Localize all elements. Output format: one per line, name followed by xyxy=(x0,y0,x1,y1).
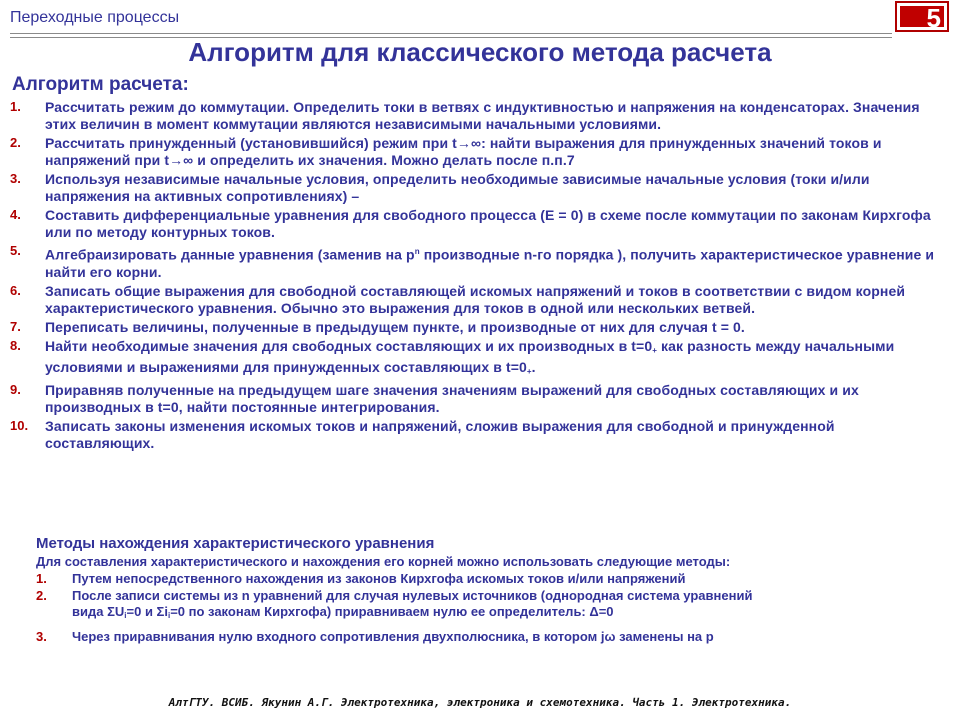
subscript: i xyxy=(124,611,127,620)
step-text: Записать законы изменения искомых токов и напряжений, сложив выражения для свободной и принужденной составляющих. xyxy=(45,417,835,451)
step-number: 8. xyxy=(10,337,21,353)
subscript: i xyxy=(167,611,171,620)
algorithm-heading: Алгоритм расчета: xyxy=(12,74,189,95)
algorithm-step xyxy=(10,319,940,336)
methods-intro: Для составления характеристического и нахождения его корней можно использовать следующие методы: xyxy=(36,554,731,569)
step-number: 3. xyxy=(10,171,21,186)
superscript: n xyxy=(414,247,420,256)
methods-heading: Методы нахождения характеристического уравнения xyxy=(36,535,435,552)
step-number: 6. xyxy=(10,282,21,298)
step-text-part: производные n-го порядка ), получить характеристическое уравнение и найти его корни. xyxy=(45,246,935,280)
step-number: 2. xyxy=(10,135,21,150)
step-text xyxy=(45,243,940,281)
algorithm-steps-list xyxy=(10,99,940,454)
step-number: 4. xyxy=(10,207,21,222)
subscript: + xyxy=(526,366,532,376)
algorithm-step xyxy=(10,418,940,452)
method-text: Через приравнивания нулю входного сопротивления двухполюсника, в котором jω заменены на p xyxy=(72,629,714,644)
method-item xyxy=(36,588,936,624)
footer-credits: АлтГТУ. ВСИБ. Якунин А.Г. Электротехника, электроника и схемотехника. Часть 1. Электротехника. xyxy=(168,696,792,709)
method-text: Путем непосредственного нахождения из законов Кирхгофа искомых токов и/или напряжений xyxy=(72,571,686,586)
algorithm-step xyxy=(10,382,940,416)
slide-number-badge xyxy=(895,1,949,32)
subscript: + xyxy=(652,345,657,355)
step-text: Записать общие выражения для свободной составляющей искомых напряжений и токов в соответствии с видом корней характеристического уравнения. Обычно это выражения для токов в одной или нескольких ветвей. xyxy=(45,282,906,316)
step-text: Составить дифференциальные уравнения для свободного процесса (E = 0) в схеме после коммутации по законам Кирхгофа или по методу контурных токов. xyxy=(45,207,931,240)
algorithm-step xyxy=(10,135,940,169)
method-text-line xyxy=(72,604,936,624)
slide-number: 5 xyxy=(900,6,944,27)
algorithm-step xyxy=(10,243,940,281)
step-number: 5. xyxy=(10,243,21,258)
step-text xyxy=(45,338,940,380)
algorithm-step xyxy=(10,207,940,241)
method-text xyxy=(72,588,936,624)
step-text: Переписать величины, полученные в предыдущем пункте, и производные от них для случая t = 0. xyxy=(45,318,745,335)
method-number: 1. xyxy=(36,571,47,586)
algorithm-step xyxy=(10,338,940,380)
methods-section xyxy=(36,535,936,645)
step-text: Рассчитать принужденный (установившийся) режим при t→∞: найти выражения для принужденных значений токов и напряжений при t→∞ и определить их значения. Можно делать после п.п.7 xyxy=(45,135,882,168)
step-number: 10. xyxy=(10,417,29,433)
algorithm-step xyxy=(10,99,940,133)
method-item xyxy=(36,629,936,645)
method-text-part: =0 по законам Кирхгофа) приравниваем нулю ее определитель: Δ=0 xyxy=(170,604,614,619)
step-text-part: как разность между начальными условиями и выражениями для принужденных составляющих в t=0 xyxy=(45,337,895,375)
step-text: Приравняв полученные на предыдущем шаге значения значениям выражений для свободных составляющих и их производных в t=0, найти постоянные интегрирования. xyxy=(45,381,859,415)
algorithm-step xyxy=(10,283,940,317)
topic-label: Переходные процессы xyxy=(10,9,180,26)
step-number: 7. xyxy=(10,318,21,334)
step-text-part: . xyxy=(531,358,536,375)
method-text-part: =0 и Σi xyxy=(126,604,168,619)
step-text: Используя независимые начальные условия, определить необходимые зависимые начальные условия (токи и/или напряжения на активных сопротивлениях) – xyxy=(45,171,870,204)
method-number: 3. xyxy=(36,629,47,644)
method-number: 2. xyxy=(36,588,47,603)
slide-title: Алгоритм для классического метода расчета xyxy=(188,37,772,67)
method-text-part: вида ΣU xyxy=(72,604,125,619)
method-item xyxy=(36,571,936,587)
step-text: Рассчитать режим до коммутации. Определить токи в ветвях с индуктивностью и напряжения на конденсаторах. Значения этих величин в момент коммутации являются независимыми начальными условиями. xyxy=(45,99,920,132)
header-divider xyxy=(10,33,892,34)
method-text-line: После записи системы из n уравнений для случая нулевых источников (однородная система уравнений xyxy=(72,588,753,603)
algorithm-step xyxy=(10,171,940,205)
step-number: 9. xyxy=(10,381,21,397)
step-text-part: Найти необходимые значения для свободных составляющих и их производных в t=0 xyxy=(45,337,653,354)
step-number: 1. xyxy=(10,99,21,114)
step-text-part: Алгебраизировать данные уравнения (заменив на p xyxy=(45,246,415,263)
